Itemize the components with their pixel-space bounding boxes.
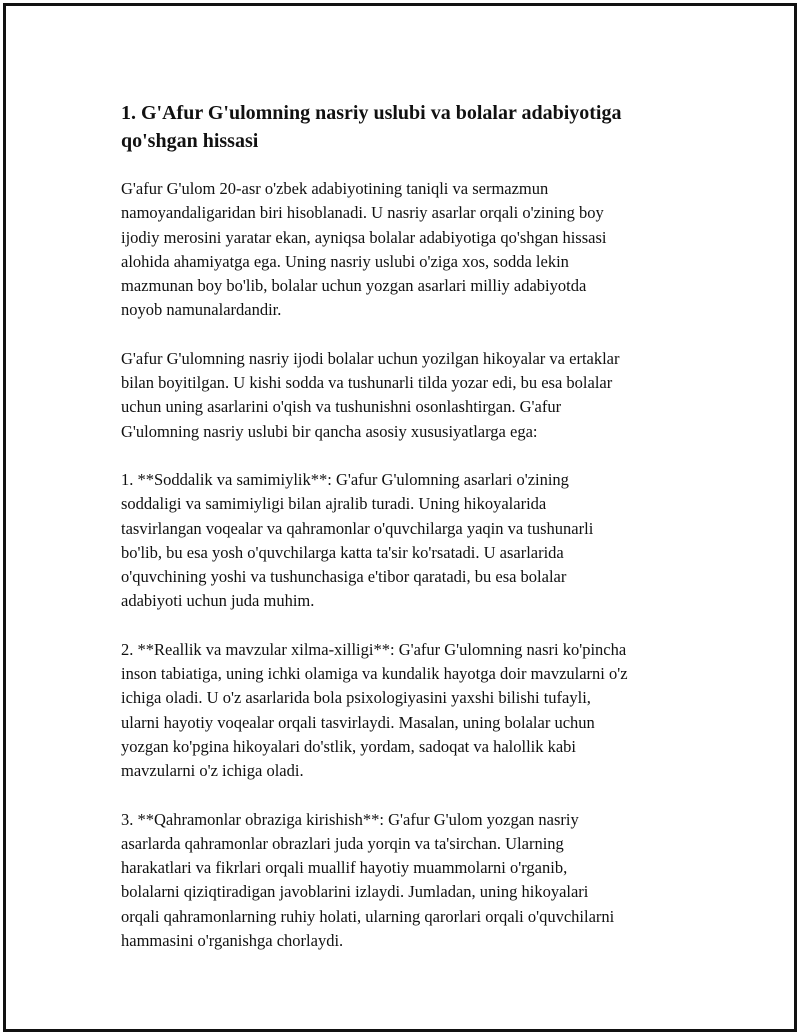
- page-frame: [3, 3, 797, 1032]
- text-line: asarlarda qahramonlar obrazlari juda yorqin va ta'sirchan. Ularning: [121, 833, 564, 853]
- text-line: adabiyoti uchun juda muhim.: [121, 591, 315, 611]
- text-line: mazmunan boy bo'lib, bolalar uchun yozgan asarlari milliy adabiyotda: [121, 276, 587, 296]
- paragraph-style-overview: [121, 347, 701, 444]
- text-line: bo'lib, bu esa yosh o'quvchilarga katta ta'sir ko'rsatadi. U asarlarida: [121, 542, 564, 562]
- paragraph-intro: [121, 177, 701, 323]
- text-line: tasvirlangan voqealar va qahramonlar o'quvchilarga yaqin va tushunarli: [121, 518, 594, 538]
- title-line: 1. G'Afur G'ulomning nasriy uslubi va bolalar adabiyotiga: [121, 102, 622, 124]
- text-line: o'quvchining yoshi va tushunchasiga e'tibor qaratadi, bu esa bolalar: [121, 567, 567, 587]
- text-line: harakatlari va fikrlari orqali muallif hayotiy muammolarni o'rganib,: [121, 858, 568, 878]
- paragraph-point-1: [121, 468, 701, 614]
- text-line: bilan boyitilgan. U kishi sodda va tushunarli tilda yozar edi, bu esa bolalar: [121, 373, 613, 393]
- text-line: orqali qahramonlarning ruhiy holati, ularning qarorlari orqali o'quvchilarni: [121, 906, 615, 926]
- text-line: 2. **Reallik va mavzular xilma-xilligi**: G'afur G'ulomning nasri ko'pincha: [121, 639, 627, 659]
- text-line: ichiga oladi. U o'z asarlarida bola psixologiyasini yaxshi bilishi tufayli,: [121, 688, 591, 708]
- text-line: 1. **Soddalik va samimiylik**: G'afur G'ulomning asarlari o'zining: [121, 469, 569, 489]
- text-line: namoyandaligaridan biri hisoblanadi. U nasriy asarlar orqali o'zining boy: [121, 203, 604, 223]
- text-line: 3. **Qahramonlar obraziga kirishish**: G'afur G'ulom yozgan nasriy: [121, 809, 579, 829]
- text-line: soddaligi va samimiyligi bilan ajralib turadi. Uning hikoyalarida: [121, 494, 547, 514]
- document-body: [121, 99, 701, 977]
- text-line: G'ulomning nasriy uslubi bir qancha asosiy xususiyatlarga ega:: [121, 421, 538, 441]
- page-title: [121, 99, 701, 155]
- text-line: ularni hayotiy voqealar orqali tasvirlaydi. Masalan, uning bolalar uchun: [121, 712, 595, 732]
- text-line: ijodiy merosini yaratar ekan, ayniqsa bolalar adabiyotiga qo'shgan hissasi: [121, 227, 607, 247]
- text-line: inson tabiatiga, uning ichki olamiga va kundalik hayotga doir mavzularni o'z: [121, 664, 628, 684]
- title-line: qo'shgan hissasi: [121, 130, 259, 152]
- text-line: G'afur G'ulomning nasriy ijodi bolalar uchun yozilgan hikoyalar va ertaklar: [121, 348, 620, 368]
- text-line: hammasini o'rganishga chorlaydi.: [121, 931, 344, 951]
- text-line: mavzularni o'z ichiga oladi.: [121, 761, 304, 781]
- paragraph-point-2: [121, 638, 701, 784]
- text-line: uchun uning asarlarini o'qish va tushunishni osonlashtirgan. G'afur: [121, 397, 562, 417]
- text-line: noyob namunalardandir.: [121, 300, 282, 320]
- text-line: alohida ahamiyatga ega. Uning nasriy uslubi o'ziga xos, sodda lekin: [121, 251, 569, 271]
- paragraph-point-3: [121, 808, 701, 954]
- text-line: G'afur G'ulom 20-asr o'zbek adabiyotining taniqli va sermazmun: [121, 179, 549, 198]
- text-line: bolalarni qiziqtiradigan javoblarini izlaydi. Jumladan, uning hikoyalari: [121, 882, 589, 902]
- text-line: yozgan ko'pgina hikoyalari do'stlik, yordam, sadoqat va halollik kabi: [121, 736, 577, 756]
